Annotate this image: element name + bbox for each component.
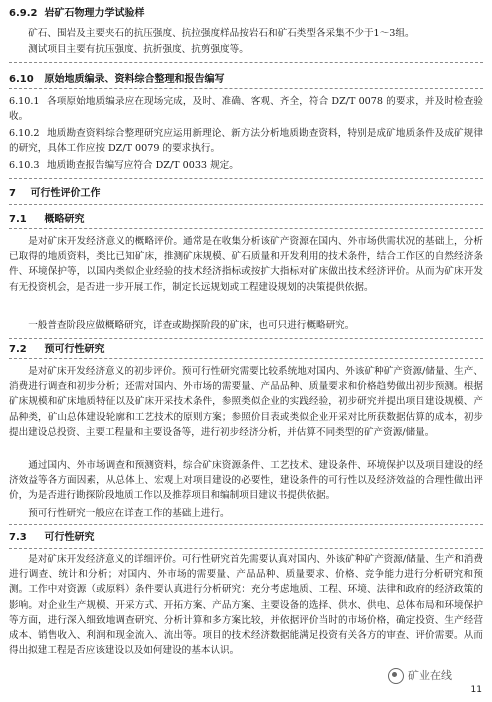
heading-6-9-2 <box>9 6 144 21</box>
paragraph: 通过国内、外市场调查和预测资料，综合矿床资源条件、工艺技术、建设条件、环境保护以及项目建设的经济效益等各方面因素，从总体上、宏观上对项目建设的必要性，建设条件的可行性以及经济效益的合理性做出评价，为是否进行勘探阶段地质工作以及推荐项目和编制项目建议书提供依据。 <box>9 460 483 502</box>
divider <box>9 548 483 549</box>
divider <box>9 204 483 205</box>
watermark-text: 矿业在线 <box>408 669 452 683</box>
clause-number: 6.10.3 <box>9 160 40 171</box>
clause-6-10-2 <box>9 126 483 156</box>
divider <box>9 338 483 339</box>
heading-title: 可行性评价工作 <box>30 188 101 199</box>
divider <box>9 88 483 89</box>
wechat-icon <box>388 668 404 684</box>
paragraph: 测试项目主要有抗压强度、抗折强度、抗剪强度等。 <box>28 44 249 55</box>
heading-7-3 <box>9 530 94 545</box>
clause-text: 各项原始地质编录应在现场完成，及时、准确、客观、齐全，符合 DZ/T 0078 的要求，并及时检查验收。 <box>9 96 483 123</box>
clause-text: 地质勘查资料综合整理研究应运用新理论、新方法分析地质勘查资料，特别是成矿地质条件及成矿规律的研究，具体工作应按 DZ/T 0079 的要求执行。 <box>9 128 483 155</box>
divider <box>9 178 483 179</box>
heading-title: 可行性研究 <box>44 532 95 543</box>
clause-6-10-3 <box>9 158 483 173</box>
heading-6-10 <box>9 72 224 87</box>
heading-number: 7.2 <box>9 344 27 355</box>
clause-text: 地质勘查报告编写应符合 DZ/T 0033 规定。 <box>47 160 239 171</box>
divider <box>9 524 483 525</box>
heading-number: 6.9.2 <box>9 8 38 19</box>
heading-title: 原始地质编录、资料综合整理和报告编写 <box>44 74 225 85</box>
clause-number: 6.10.2 <box>9 128 40 139</box>
heading-number: 7 <box>9 188 16 199</box>
paragraph: 是对矿床开发经济意义的概略评价。通常是在收集分析该矿产资源在国内、外市场供需状况的基础上，分析已取得的地质资料，类比已知矿床，推测矿床规模、矿石质量和开发利用的技术条件，结合工作区的自然经济条件、环境保护等，以国内类似企业经验的技术经济指标或按扩大指标对矿床做出技术经济评价。从而为矿床开发有无投资机会，是否进一步开展工作，制定长远规划或工程建设规划的决策提供依据。 <box>9 236 483 293</box>
divider <box>9 62 483 63</box>
heading-number: 6.10 <box>9 74 34 85</box>
paragraph: 是对矿床开发经济意义的详细评价。可行性研究首先需要认真对国内、外该矿种矿产资源/储量、生产和消费进行调查、统计和分析；对国内、外市场的需要量、产品品种、质量要求、价格、竞争能力进行分析研究和预测。工作中对资源（或原料）条件要认真进行分析研究：充分考虑地质、工程、环境、法律和政府的经济政策的影响。对企业生产规模、开采方式、开拓方案、产品方案、主要设备的选择、供水、供电、总体布局和环境保护等方面，进行深入细致地调查研究、分析计算和多方案比较，并依据评价当时的市场价格，确定投资、生产经营成本、销售收入、利润和现金流入、流出等。项目的技术经济数据能满足投资有关各方的审查、评价需要。从而得出拟建工程是否应该建设以及如何建设的基本认识。 <box>9 554 483 657</box>
clause-6-10-1 <box>9 94 483 124</box>
divider <box>9 228 483 229</box>
heading-7 <box>9 186 100 201</box>
paragraph: 一般普查阶段应做概略研究，详查或勘探阶段的矿床，也可只进行概略研究。 <box>28 320 355 331</box>
heading-title: 预可行性研究 <box>44 344 105 355</box>
paragraph: 预可行性研究一般应在详查工作的基础上进行。 <box>28 508 230 519</box>
heading-title: 岩矿石物理力学试验样 <box>44 8 145 19</box>
heading-title: 概略研究 <box>44 214 85 225</box>
page-number: 11 <box>470 684 482 695</box>
clause-number: 6.10.1 <box>9 96 40 107</box>
paragraph: 是对矿床开发经济意义的初步评价。预可行性研究需要比较系统地对国内、外该矿种矿产资源/储量、生产、消费进行调查和初步分析；还需对国内、外市场的需要量、产品品种、质量要求和价格趋势做出初步预测。根据矿床规模和矿床地质特征以及矿床开采技术条件，参照类似企业的实践经验，初步研究并提出项目建设规模、产品种类，矿山总体建设轮廓和工艺技术的原则方案；参照价目表或类似企业开采对比所获数据估算的成本，初步提出建设总投资、主要工程量和主要设备等，进行初步经济分析，并估算不同类型的矿产资源/储量。 <box>9 366 483 438</box>
heading-7-2 <box>9 342 104 357</box>
paragraph: 矿石、围岩及主要夹石的抗压强度、抗拉强度样品按岩石和矿石类型各采集不少于1～3组。 <box>28 28 415 39</box>
heading-number: 7.1 <box>9 214 27 225</box>
heading-number: 7.3 <box>9 532 27 543</box>
heading-7-1 <box>9 212 84 227</box>
watermark <box>388 668 452 684</box>
divider <box>9 358 483 359</box>
